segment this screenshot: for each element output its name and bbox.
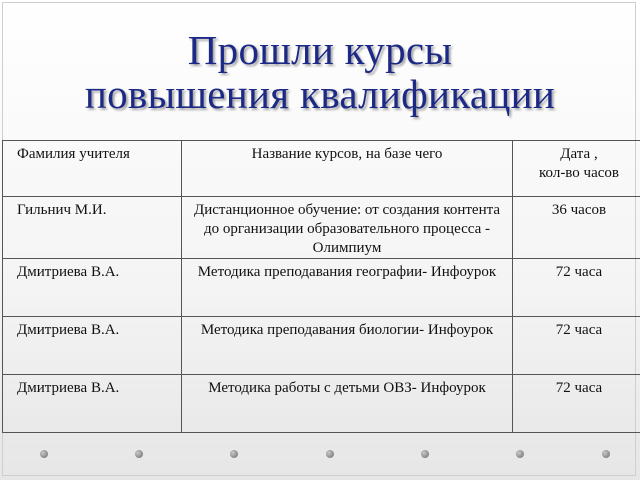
teacher-cell: Гильнич М.И. — [3, 197, 182, 259]
slide-title — [0, 28, 640, 116]
hours-cell: 72 часа — [513, 317, 640, 375]
hours-cell: 72 часа — [513, 375, 640, 433]
hours-cell: 36 часов — [513, 197, 640, 259]
teacher-cell: Дмитриева В.А. — [3, 259, 182, 317]
table-header-row — [3, 141, 640, 197]
header-date-line-2: кол-во часов — [539, 165, 619, 181]
table-row — [3, 197, 640, 259]
bullet-dot-icon — [421, 450, 429, 458]
bullet-dot-icon — [135, 450, 143, 458]
course-cell: Методика работы с детьми ОВЗ- Инфоурок — [182, 375, 513, 433]
table-row — [3, 317, 640, 375]
teacher-cell: Дмитриева В.А. — [3, 317, 182, 375]
header-date-line-1: Дата , — [560, 146, 598, 162]
bullet-dot-icon — [230, 450, 238, 458]
header-course: Название курсов, на базе чего — [182, 141, 513, 197]
bullet-dot-icon — [516, 450, 524, 458]
course-cell: Методика преподавания биологии- Инфоурок — [182, 317, 513, 375]
header-teacher: Фамилия учителя — [3, 141, 182, 197]
courses-table — [2, 140, 640, 433]
teacher-cell: Дмитриева В.А. — [3, 375, 182, 433]
bullet-dot-icon — [326, 450, 334, 458]
title-line-2: повышения квалификации — [84, 71, 556, 117]
bullet-dot-icon — [602, 450, 610, 458]
course-cell: Методика преподавания географии- Инфоурок — [182, 259, 513, 317]
hours-cell: 72 часа — [513, 259, 640, 317]
title-line-1: Прошли курсы — [187, 27, 453, 73]
table-row — [3, 375, 640, 433]
decorative-bullets — [40, 450, 610, 460]
header-date — [513, 141, 640, 197]
table-row — [3, 259, 640, 317]
course-cell: Дистанционное обучение: от создания контента до организации образовательного процесса - Олимпиум — [182, 197, 513, 259]
bullet-dot-icon — [40, 450, 48, 458]
